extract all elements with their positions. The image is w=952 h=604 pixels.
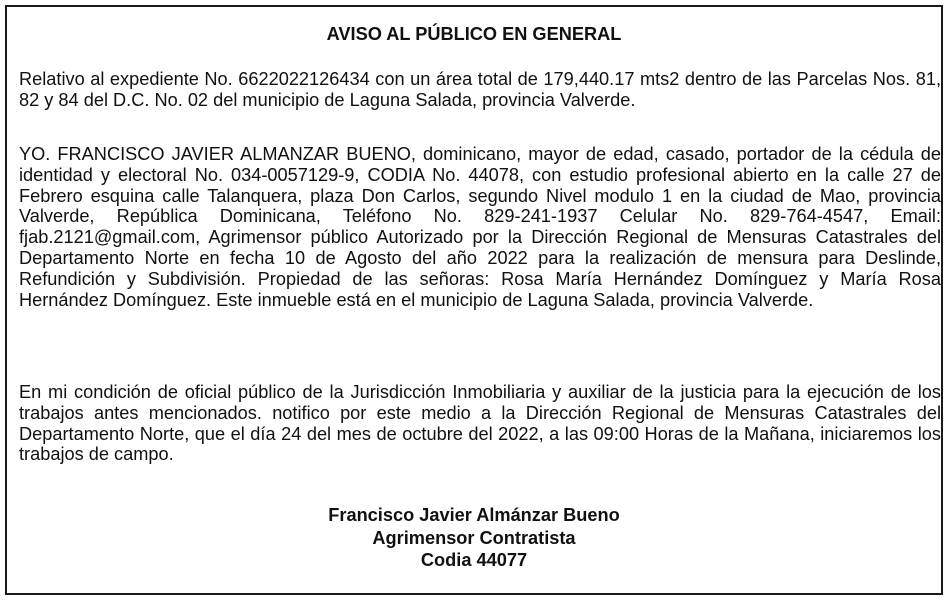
- public-notice: [5, 5, 943, 595]
- signature-block: [7, 504, 941, 572]
- signature-role: Agrimensor Contratista: [372, 527, 576, 548]
- signature-codia: Codia 44077: [420, 550, 528, 570]
- notice-paragraph-file-reference: Relativo al expediente No. 6622022126434 con un área total de 179,440.17 mts2 dentro de las Parcelas Nos. 81, 82 y 84 del D.C. No. 02 del municipio de Laguna Salada, provincia Valverde.: [19, 69, 941, 110]
- signature-name: Francisco Javier Almánzar Bueno: [328, 505, 620, 525]
- notice-title: AVISO AL PÚBLICO EN GENERAL: [326, 24, 622, 44]
- notice-paragraph-surveyor-declaration: YO. FRANCISCO JAVIER ALMANZAR BUENO, dominicano, mayor de edad, casado, portador de la cédula de identidad y electoral No. 034-0057129-9, CODIA No. 44078, con estudio profesional abierto en la calle 27 de Febrero esquina calle Talanquera, plaza Don Carlos, segundo Nivel modulo 1 en la ciudad de Mao, provincia Valverde, República Dominicana, Teléfono No. 829-241-1937 Celular No. 829-764-4547, Email: fjab.2121@gmail.com, Agrimensor público Autorizado por la Dirección Regional de Mensuras Catastrales del Departamento Norte en fecha 10 de Agosto del año 2022 para la realización de mensura para Deslinde, Refundición y Subdivisión. Propiedad de las señoras: Rosa María Hernández Domínguez y María Rosa Hernández Domínguez. Este inmueble está en el municipio de Laguna Salada, provincia Valverde.: [19, 144, 941, 310]
- notice-paragraph-fieldwork-notification: En mi condición de oficial público de la Jurisdicción Inmobiliaria y auxiliar de la justicia para la ejecución de los trabajos antes mencionados. notifico por este medio a la Dirección Regional de Mensuras Catastrales del Departamento Norte, que el día 24 del mes de octubre del 2022, a las 09:00 Horas de la Mañana, iniciaremos los trabajos de campo.: [19, 382, 941, 465]
